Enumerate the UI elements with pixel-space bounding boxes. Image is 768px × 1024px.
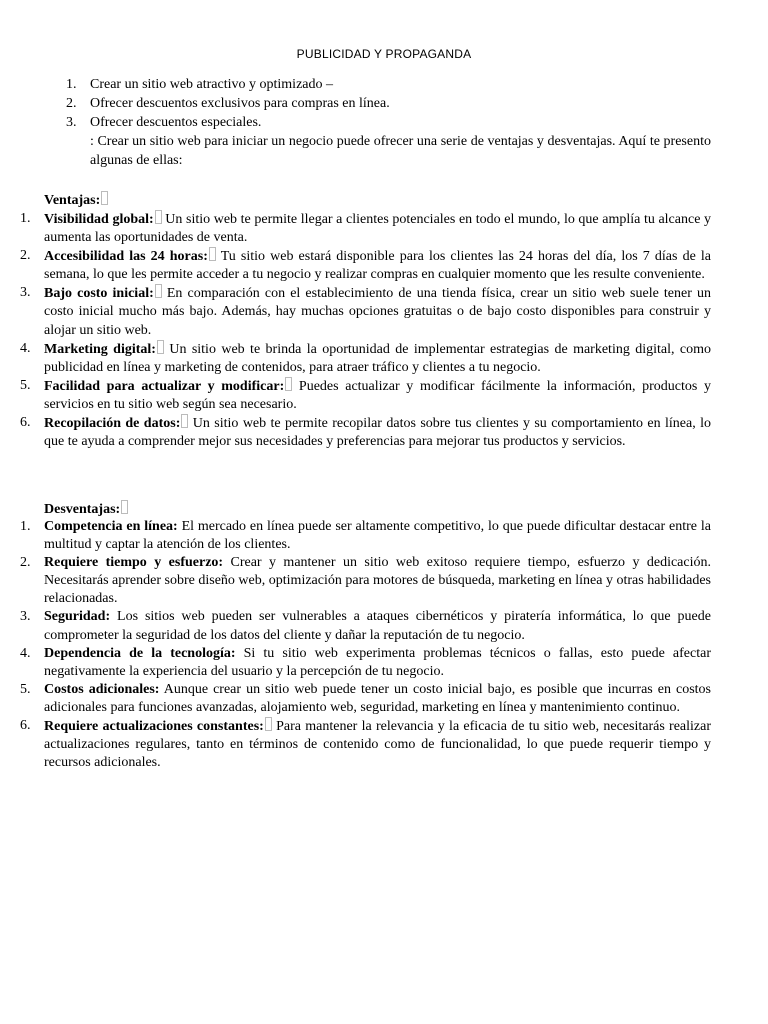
list-item-number: 1. [20, 519, 31, 534]
list-item-title: Visibilidad global: [44, 212, 154, 227]
intro-item-text: Ofrecer descuentos especiales. [90, 115, 262, 130]
list-item-title: Competencia en línea: [44, 519, 178, 534]
list-item-title: Requiere actualizaciones constantes: [44, 719, 264, 735]
placeholder-box-icon [265, 717, 272, 731]
list-item [0, 717, 711, 772]
list-item [0, 210, 711, 247]
intro-item [66, 113, 711, 132]
list-item-text: Si tu sitio web experimenta problemas técnicos o fallas, esto puede afectar negativamente la experiencia del usuario y la percepción de tu negocio. [44, 645, 711, 679]
list-item-number: 3. [20, 285, 31, 301]
list-item-title: Seguridad: [44, 609, 111, 625]
list-item-title: Requiere tiempo y esfuerzo: [44, 555, 224, 571]
list-item-number: 5. [20, 377, 31, 393]
intro-item-number: 3. [66, 115, 77, 130]
list-item-number: 1. [20, 211, 31, 226]
list-item [0, 554, 711, 608]
list-item [0, 608, 711, 644]
list-item-text: Un sitio web te permite recopilar datos sobre tus clientes y su comportamiento en línea, lo que te ayuda a comprender mejor sus necesidades y preferencias para mejorar tus productos y servicios. [44, 416, 711, 450]
list-item [0, 681, 711, 717]
intro-item [66, 75, 711, 94]
list-item [0, 340, 711, 377]
list-item-text: Un sitio web te permite llegar a clientes potenciales en todo el mundo, lo que amplía tu alcance y aumenta las oportunidades de venta. [44, 212, 712, 246]
desventajas-heading-text: Desventajas: [44, 502, 121, 517]
list-item [0, 247, 711, 284]
intro-paragraph: : Crear un sitio web para iniciar un negocio puede ofrecer una serie de ventajas y desventajas. Aquí te presento algunas de ellas: [90, 134, 711, 168]
list-item-text: Aunque crear un sitio web puede tener un costo inicial bajo, es posible que incurras en costos adicionales para funciones avanzadas, alojamiento web, seguridad, marketing en línea y mantenimiento continuo. [44, 681, 711, 715]
list-item-text: Tu sitio web estará disponible para los clientes las 24 horas del día, los 7 días de la semana, lo que les permite acceder a tu negocio y realizar compras en cualquier momento que les resulte conveniente. [44, 249, 711, 283]
intro-item-text: Ofrecer descuentos exclusivos para compras en línea. [90, 96, 390, 111]
intro-item-number: 1. [66, 77, 77, 92]
list-item-title: Marketing digital: [44, 341, 156, 357]
list-item-title: Accesibilidad las 24 horas: [44, 249, 208, 265]
list-item-text: Crear y mantener un sitio web exitoso requiere tiempo, esfuerzo y dedicación. Necesitarás aprender sobre diseño web, optimización para motores de búsqueda, marketing en línea y otras habilidades relacionadas. [44, 555, 711, 607]
document-title: PUBLICIDAD Y PROPAGANDA [296, 47, 472, 61]
list-item [0, 284, 711, 339]
list-item-text: Puedes actualizar y modificar fácilmente la información, productos y servicios en tu sitio web según sea necesario. [44, 378, 711, 412]
list-item [0, 645, 711, 681]
placeholder-box-icon [155, 284, 162, 298]
list-item-number: 4. [20, 645, 31, 661]
placeholder-box-icon [209, 247, 216, 261]
desventajas-heading [44, 500, 128, 519]
placeholder-box-icon [121, 500, 128, 514]
list-item [0, 377, 711, 414]
list-item-title: Recopilación de datos: [44, 416, 181, 432]
ventajas-heading-text: Ventajas: [44, 193, 101, 208]
list-item-number: 2. [20, 555, 31, 571]
list-item-title: Dependencia de la tecnología: [44, 645, 236, 661]
list-item-text: Un sitio web te brinda la oportunidad de implementar estrategias de marketing digital, como publicidad en línea y marketing de contenidos, para atraer tráfico y clientes a tu negocio. [44, 341, 711, 375]
placeholder-box-icon [157, 340, 164, 354]
list-item-text: El mercado en línea puede ser altamente competitivo, lo que puede dificultar destacar entre la multitud y captar la atención de los clientes. [44, 519, 711, 553]
list-item-number: 4. [20, 340, 31, 356]
list-item-title: Facilidad para actualizar y modificar: [44, 378, 285, 394]
list-item [0, 518, 711, 554]
list-item-number: 2. [20, 248, 31, 264]
list-item [0, 414, 711, 451]
desventajas-list [0, 518, 711, 772]
list-item-number: 6. [20, 718, 31, 734]
list-item-title: Bajo costo inicial: [44, 286, 154, 302]
list-item-title: Costos adicionales: [44, 681, 160, 697]
ventajas-heading [44, 191, 108, 210]
intro-list [66, 75, 711, 170]
list-item-number: 5. [20, 681, 31, 697]
intro-item-number: 2. [66, 96, 77, 111]
list-item-number: 3. [20, 609, 31, 625]
intro-item [66, 94, 711, 113]
placeholder-box-icon [101, 191, 108, 205]
list-item-text: En comparación con el establecimiento de una tienda física, crear un sitio web suele tener un costo inicial mucho más bajo. Además, hay muchas opciones gratuitas o de bajo costo disponibles para construir y alojar un sitio web. [44, 286, 711, 338]
placeholder-box-icon [155, 210, 162, 224]
list-item-text: Los sitios web pueden ser vulnerables a ataques cibernéticos y piratería informática, lo que puede comprometer la seguridad de los datos del cliente y dañar la reputación de tu negocio. [44, 609, 711, 643]
ventajas-list [0, 210, 711, 451]
list-item-number: 6. [20, 415, 31, 431]
list-item-text: Para mantener la relevancia y la eficacia de tu sitio web, necesitarás realizar actualizaciones regulares, tanto en términos de contenido como de funcionalidad, lo que puede requerir tiempo y recursos adicionales. [44, 719, 712, 771]
intro-item-text: Crear un sitio web atractivo y optimizado – [90, 77, 333, 92]
